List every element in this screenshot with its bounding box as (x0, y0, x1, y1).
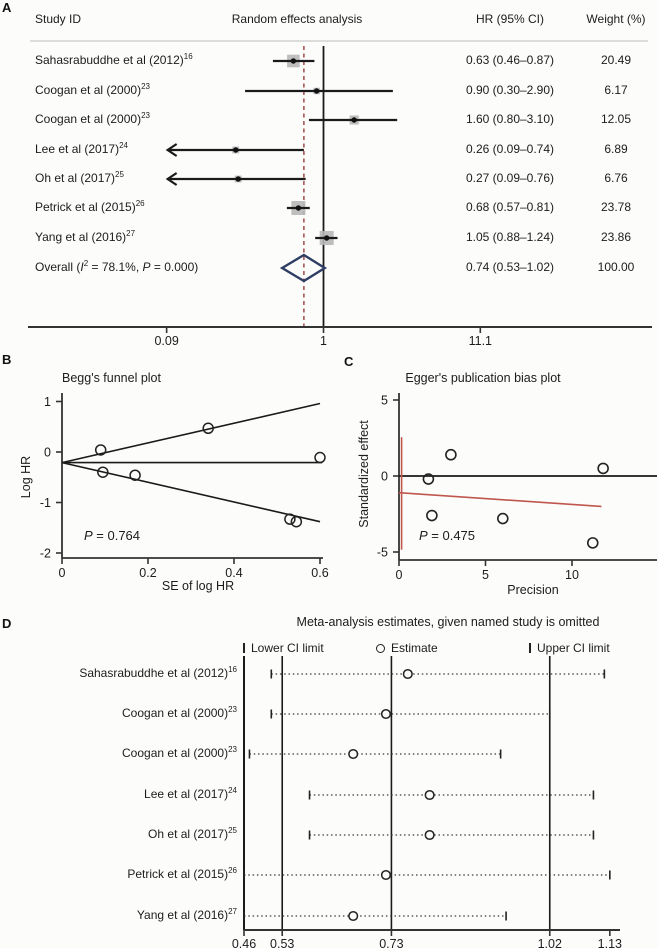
study-name: Petrick et al (2015) (127, 867, 229, 881)
x-axis-tick-label: 0.46 (231, 937, 257, 948)
y-axis-tick-label: -1 (39, 496, 51, 510)
p-value-text: = 0.764 (92, 528, 141, 543)
p-symbol: P (142, 260, 151, 274)
forest-row-graphics (309, 115, 397, 124)
begg-funnel-plot (0, 345, 340, 611)
regression-line (399, 493, 601, 507)
x-axis-tick-label: 0.09 (154, 334, 179, 348)
point-estimate (324, 235, 329, 240)
x-axis-tick-label: 0.73 (379, 937, 404, 948)
study-ref: 23 (228, 705, 237, 714)
sensitivity-row-graphics (249, 750, 500, 759)
estimate-point (349, 912, 358, 921)
egger-bias-plot (330, 345, 658, 611)
study-name: Oh et al (2017) (35, 171, 116, 185)
weight-value: 23.78 (600, 200, 632, 214)
estimate-point (425, 831, 434, 840)
weight-value: 6.76 (604, 171, 628, 185)
study-ref: 23 (141, 82, 150, 91)
data-point (315, 453, 325, 463)
forest-row-graphics (245, 88, 393, 95)
funnel-upper-line (62, 404, 320, 463)
x-axis-tick-label: 0.2 (139, 566, 157, 580)
study-ref: 24 (119, 141, 128, 150)
study-ref: 25 (115, 170, 124, 179)
data-point (588, 538, 598, 548)
hr-value: 0.90 (0.30–2.90) (465, 83, 555, 97)
data-point (291, 517, 301, 527)
data-point (598, 463, 608, 473)
point-estimate (314, 88, 319, 93)
hr-value: 0.27 (0.09–0.76) (465, 171, 555, 185)
overall-hr-value: 0.74 (0.53–1.02) (465, 260, 555, 274)
estimate-point (425, 791, 434, 800)
x-axis-tick-label: 5 (482, 568, 489, 582)
overall-text: Overall ( (35, 260, 81, 274)
x-axis-tick-label: 0 (395, 568, 403, 582)
legend-estimate-label: Estimate (391, 641, 438, 655)
study-name: Sahasrabuddhe et al (2012) (79, 666, 229, 680)
funnel-plot-title: Begg's funnel plot (62, 371, 161, 385)
study-ref: 23 (228, 745, 237, 754)
study-ref: 23 (141, 111, 150, 120)
sensitivity-row-graphics (271, 670, 604, 679)
p-symbol: P (84, 528, 93, 543)
point-estimate (236, 176, 241, 181)
p-symbol: P (419, 528, 428, 543)
i-squared-symbol: I (80, 260, 84, 274)
panel-c-label: C (344, 354, 354, 369)
panel-b-label: B (2, 352, 12, 367)
point-estimate (291, 58, 296, 63)
forest-row-graphics (273, 55, 315, 68)
data-point (446, 450, 456, 460)
hr-value: 0.68 (0.57–0.81) (465, 200, 555, 214)
x-axis-tick-label: 1.02 (537, 937, 562, 948)
col-header-weight: Weight (%) (586, 12, 646, 26)
y-axis-tick-label: 0 (44, 445, 51, 460)
study-name: Coogan et al (2000) (122, 746, 229, 760)
legend-upper-label: Upper CI limit (537, 641, 610, 655)
sensitivity-plot (0, 612, 658, 948)
estimate-point (349, 750, 358, 759)
data-point (498, 514, 508, 524)
overall-text: = 78.1%, (88, 260, 143, 274)
study-name: Sahasrabuddhe et al (2012) (35, 53, 184, 67)
col-header-hr: HR (95% CI) (475, 12, 544, 26)
overall-text: = 0.000) (150, 260, 199, 274)
egger-plot-title: Egger's publication bias plot (405, 371, 561, 385)
study-ref: 27 (228, 907, 237, 916)
panel-a-label: A (2, 0, 12, 15)
study-name: Yang et al (2016) (35, 230, 127, 244)
weight-value: 20.49 (600, 53, 632, 67)
sensitivity-plot-title: Meta-analysis estimates, given named study is omitted (296, 615, 600, 629)
i-squared-sup: 2 (83, 259, 89, 268)
study-name: Lee et al (2017) (144, 787, 229, 801)
weight-value: 23.86 (600, 230, 632, 244)
sensitivity-row-graphics (310, 791, 594, 800)
hr-value: 0.63 (0.46–0.87) (465, 53, 555, 67)
x-axis-tick-label: 0.6 (311, 566, 329, 580)
x-axis-tick-label: 1 (320, 334, 327, 348)
egger-y-axis-label: Standardized effect (357, 420, 371, 528)
hr-value: 1.05 (0.88–1.24) (465, 230, 555, 244)
forest-row-graphics (168, 144, 304, 156)
weight-value: 12.05 (600, 112, 632, 126)
funnel-y-axis-label: Log HR (19, 455, 33, 499)
study-name: Petrick et al (2015) (35, 200, 136, 214)
sensitivity-row-graphics (244, 912, 506, 921)
forest-row-graphics (287, 201, 310, 215)
p-value-text: = 0.475 (427, 528, 476, 543)
funnel-x-axis-label: SE of log HR (161, 579, 235, 593)
point-estimate (296, 205, 301, 210)
y-axis-tick-label: 1 (44, 395, 51, 409)
y-axis-tick-label: 5 (381, 393, 388, 408)
hr-value: 1.60 (0.80–3.10) (465, 112, 555, 126)
y-axis-tick-label: -2 (39, 546, 51, 561)
col-header-analysis: Random effects analysis (231, 12, 363, 26)
weight-value: 6.17 (604, 83, 628, 97)
study-ref: 24 (228, 786, 237, 795)
study-name: Yang et al (2016) (136, 908, 229, 922)
study-name: Lee et al (2017) (35, 142, 120, 156)
sensitivity-row-graphics (271, 710, 549, 719)
y-axis-tick-label: -5 (376, 545, 388, 560)
estimate-point (404, 670, 413, 679)
x-axis-tick-label: 10 (565, 568, 579, 582)
legend-lower-label: Lower CI limit (251, 641, 324, 655)
study-ref: 26 (228, 866, 237, 875)
panel-d-label: D (2, 616, 12, 631)
data-point (427, 511, 437, 521)
study-ref: 26 (135, 199, 145, 208)
weight-value: 6.89 (604, 142, 628, 156)
forest-plot (0, 0, 658, 348)
study-ref: 27 (126, 229, 136, 238)
data-point (285, 514, 295, 524)
estimate-point (382, 710, 391, 719)
point-estimate (233, 147, 238, 152)
sensitivity-row-graphics (310, 831, 594, 840)
study-name: Coogan et al (2000) (35, 83, 142, 97)
x-axis-tick-label: 1.13 (597, 937, 622, 948)
x-axis-tick-label: 0.4 (225, 566, 243, 580)
hr-value: 0.26 (0.09–0.74) (465, 142, 555, 156)
funnel-lower-line (62, 463, 320, 522)
point-estimate (351, 117, 356, 122)
forest-row-graphics (168, 173, 306, 185)
overall-weight-value: 100.00 (597, 260, 635, 274)
egger-x-axis-label: Precision (507, 583, 559, 597)
study-name: Coogan et al (2000) (35, 112, 142, 126)
x-axis-tick-label: 11.1 (468, 334, 493, 348)
col-header-study-id: Study ID (35, 12, 82, 26)
x-axis-tick-label: 0.53 (270, 937, 295, 948)
y-axis-tick-label: 0 (381, 469, 388, 484)
study-name: Oh et al (2017) (148, 827, 229, 841)
estimate-point (382, 871, 391, 880)
sensitivity-row-graphics (244, 871, 610, 880)
study-ref: 25 (228, 826, 237, 835)
study-ref: 16 (183, 52, 193, 61)
forest-row-graphics (315, 231, 337, 245)
study-name: Coogan et al (2000) (122, 706, 229, 720)
x-axis-tick-label: 0 (58, 566, 66, 580)
study-ref: 16 (228, 665, 237, 674)
